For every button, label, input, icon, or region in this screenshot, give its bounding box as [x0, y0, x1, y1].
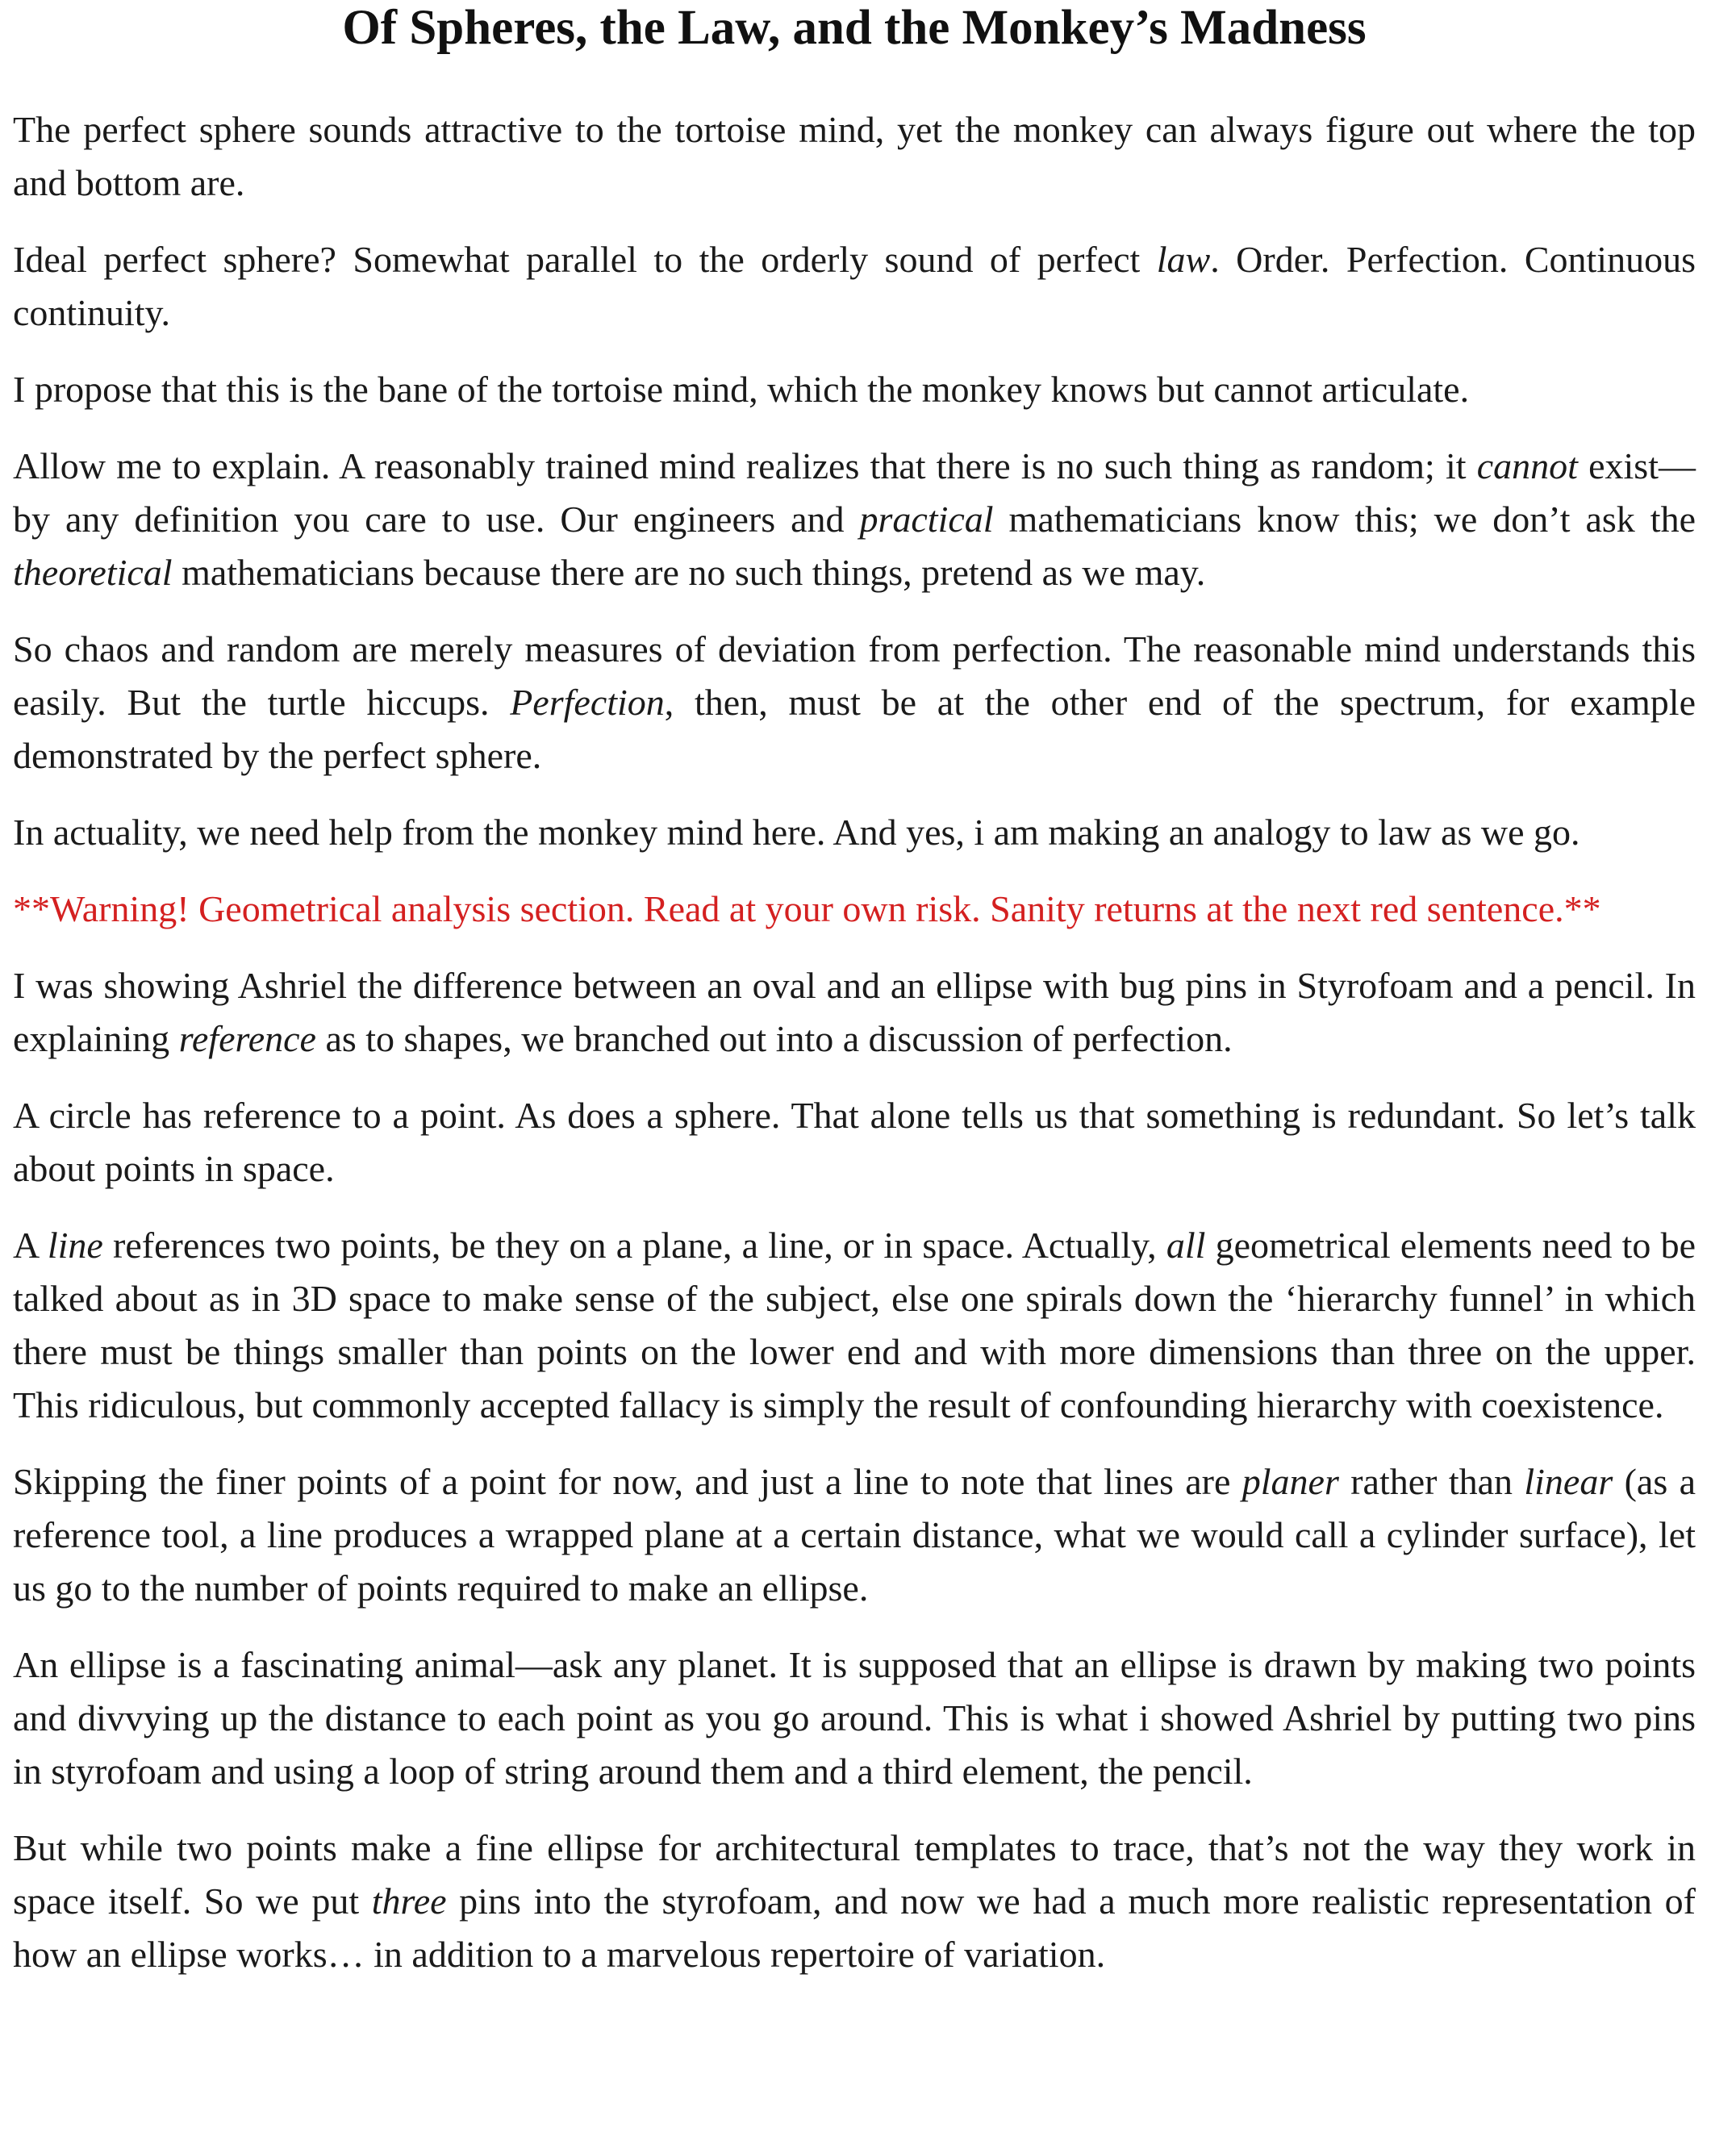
text-run: geometrical elements need to be talked about as in 3D space to make sense of the subject, else one spirals down the ‘hierarchy funnel’ in which there must be things smaller than points on the lower end and with more dimensions than three on the upper. This ridiculous, but commonly accepted fallacy is simply the result of confounding hierarchy with coexistence. — [13, 1225, 1696, 1425]
italic-run: three — [371, 1880, 447, 1922]
paragraph-3: I propose that this is the bane of the tortoise mind, which the monkey knows but cannot articulate. — [13, 369, 1470, 410]
italic-run: planer — [1241, 1461, 1339, 1502]
italic-run: law — [1156, 239, 1211, 280]
paragraph-9: A circle has reference to a point. As does a sphere. That alone tells us that something is redundant. So let’s talk about points in space. — [13, 1095, 1696, 1189]
text-run: But while two points make a fine ellipse for architectural templates to trace, that’s not the way they work in space itself. So we put — [13, 1827, 1696, 1922]
paragraph-11 — [13, 1455, 1696, 1615]
italic-run: line — [47, 1225, 103, 1266]
paragraph-1: The perfect sphere sounds attractive to the tortoise mind, yet the monkey can always figure out where the top and bottom are. — [13, 109, 1696, 203]
italic-run: theoretical — [13, 552, 173, 593]
paragraph-8 — [13, 959, 1696, 1066]
italic-run: linear — [1524, 1461, 1613, 1502]
paragraph-13 — [13, 1822, 1696, 1981]
text-run: So chaos and random are merely measures of deviation from perfection. The reasonable mind understands this easily. But the turtle hiccups. — [13, 628, 1696, 723]
paragraph-2 — [13, 233, 1696, 340]
text-run: (as a reference tool, a line produces a wrapped plane at a certain distance, what we would call a cylinder surface), let us go to the number of points required to make an ellipse. — [13, 1461, 1696, 1609]
text-run: A — [13, 1225, 48, 1266]
text-run: Ideal perfect sphere? Somewhat parallel to the orderly sound of perfect — [13, 239, 1157, 280]
italic-run: all — [1166, 1225, 1206, 1266]
italic-run: reference — [178, 1018, 316, 1059]
paragraph-12: An ellipse is a fascinating animal—ask any planet. It is supposed that an ellipse is drawn by making two points and divvying up the distance to each point as you go around. This is what i showed Ashriel by putting two pins in styrofoam and using a loop of string around them and a third element, the pencil. — [13, 1644, 1696, 1792]
text-run: exist—by any definition you care to use. Our engineers and — [13, 445, 1696, 540]
paragraph-4 — [13, 440, 1696, 599]
text-run: pins into the styrofoam, and now we had a much more realistic representation of how an ellipse works… in addition to a marvelous repertoire of variation. — [13, 1880, 1696, 1975]
text-run: rather than — [1338, 1461, 1525, 1502]
italic-run: cannot — [1476, 445, 1578, 486]
text-run: as to shapes, we branched out into a discussion of perfection. — [315, 1018, 1233, 1059]
text-run: mathematicians because there are no such things, pretend as we may. — [172, 552, 1206, 593]
text-run: references two points, be they on a plane, a line, or in space. Actually, — [102, 1225, 1166, 1266]
document-page — [13, 0, 1696, 1981]
page-title: Of Spheres, the Law, and the Monkey’s Madness — [342, 1, 1367, 55]
italic-run: Perfection — [510, 682, 665, 723]
text-run: , then, must be at the other end of the spectrum, for example demonstrated by the perfect sphere. — [13, 682, 1696, 776]
text-run: mathematicians know this; we don’t ask the — [993, 499, 1696, 540]
paragraph-6: In actuality, we need help from the monkey mind here. And yes, i am making an analogy to law as we go. — [13, 812, 1580, 853]
text-run: Allow me to explain. A reasonably trained mind realizes that there is no such thing as random; it — [13, 445, 1477, 486]
text-run: Skipping the finer points of a point for now, and just a line to note that lines are — [13, 1461, 1242, 1502]
text-run: I was showing Ashriel the difference between an oval and an ellipse with bug pins in Styrofoam and a pencil. In explaining — [13, 965, 1696, 1059]
text-run: . Order. Perfection. Continuous continuity. — [13, 239, 1696, 333]
paragraph-5 — [13, 623, 1696, 783]
warning-paragraph: **Warning! Geometrical analysis section. Read at your own risk. Sanity returns at the next red sentence.** — [13, 888, 1601, 929]
italic-run: practical — [859, 499, 994, 540]
paragraph-10 — [13, 1219, 1696, 1432]
